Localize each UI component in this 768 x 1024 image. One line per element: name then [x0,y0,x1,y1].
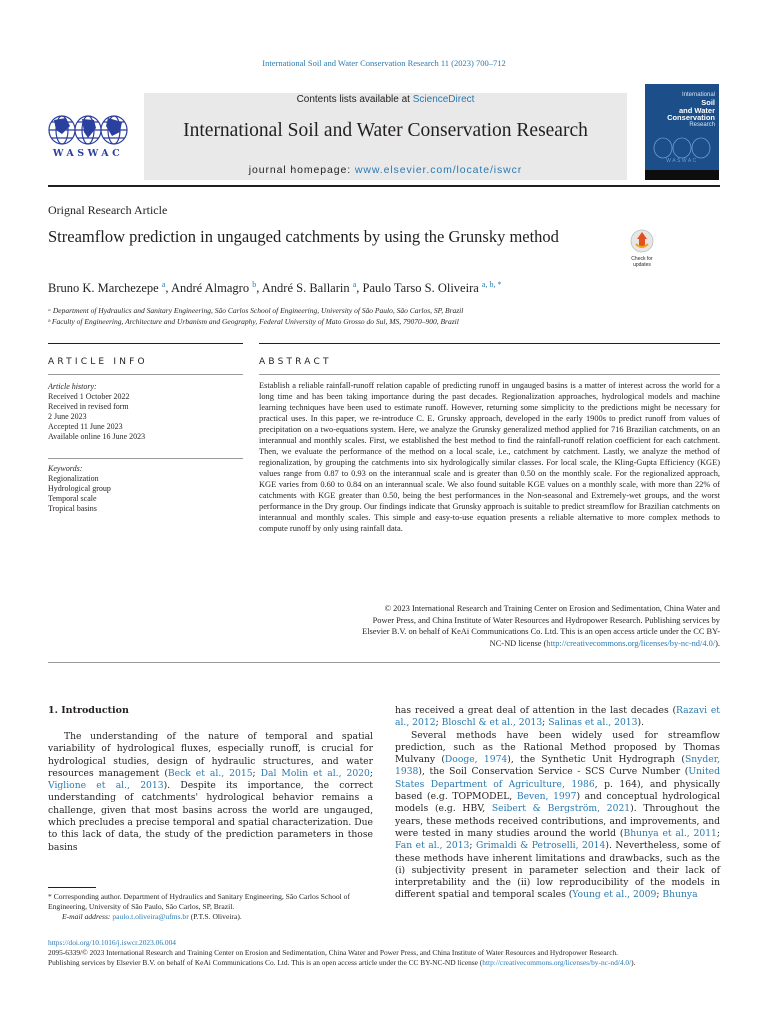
history-item: Received 1 October 2022 [48,392,130,401]
text-run: ; [369,767,373,779]
history-item: 2 June 2023 [48,412,87,421]
check-for-updates-button[interactable] [622,229,662,269]
author-affiliation-marker[interactable]: a [161,280,166,289]
cover-line2a: Soil [701,98,715,107]
journal-homepage [144,164,627,176]
text-run: has received a great deal of attention in the last decades ( [395,705,677,716]
text-run: ). Nevertheless, some of these methods have inherent limitations and drawbacks, such as the (i) subjectivity present in parameter selection and their lack of interpretability and the (ii) low reproducibility of the models in different spatial and temporal scales ( [395,840,720,901]
history-item: Received in revised form [48,402,129,411]
journal-citation[interactable]: International Soil and Water Conservation Research 11 (2023) 700–712 [262,58,506,68]
text-run: ). Despite its importance, the correct understanding of catchments' hydrological behavior remains a challenge, given that most basins across the world are ungauged, which precludes a precise temporal and spatial characterization. Due to this lack of data, the study of the prediction parameters in those basins [48,780,373,853]
history-label: Article history: [48,382,97,391]
header-rule [48,185,720,187]
cover-line2c: Conservation [667,113,715,122]
footnote-email-line [48,912,373,922]
intro-paragraph [395,730,720,902]
doi-link[interactable]: https://doi.org/10.1016/j.iswcr.2023.06.004 [48,938,176,947]
license-prefix: NC-ND license ( [489,638,547,648]
cover-line1: International [681,92,715,98]
author-affiliation-marker[interactable]: a, b, * [481,280,502,289]
copyright-line: Elsevier B.V. on behalf of KeAi Communications Co. Ltd. This is an open access article under the CC BY- [362,627,720,636]
keywords-label: Keywords: [48,464,83,473]
author-list: Bruno K. Marchezepe $^a$, André Almagro $^b$, André S. Ballarin $^a$, Paulo Tarso S. Oliveira $^{a, b, *}$ [48,280,502,296]
text-run: ; [542,717,549,729]
abstract-rule [259,343,720,344]
author-affiliation-marker[interactable]: b [252,280,257,289]
email-link[interactable]: paulo.t.oliveira@ufms.br [112,912,189,922]
journal-cover[interactable] [645,84,719,180]
intro-left-column [48,731,373,854]
section-heading-introduction: 1. Introduction [48,705,129,716]
issn-line: 2095-6339/© 2023 International Research and Training Center on Erosion and Sedimentation, China Water and Power Press, and China Institute of Water Resources and Hydropower Research. [48,948,619,957]
article-info-heading: ARTICLE INFO [48,357,148,367]
intro-right-column [395,705,720,902]
copyright-line [259,638,720,650]
corresponding-author-footnote [48,892,373,923]
citation-link[interactable]: Viglione et al., 2013 [48,780,164,792]
check-updates-icon [630,229,654,253]
copyright-line: © 2023 International Research and Training Center on Erosion and Sedimentation, China Water and [384,604,720,613]
contents-line [144,94,627,105]
text-run: ), the Soil Conservation Service - SCS Curve Number ( [418,766,689,778]
license-suffix: ). [715,638,720,648]
intro-paragraph [48,731,373,854]
text-run: Several methods have been widely used for streamflow prediction, such as the Rational Method proposed by Thomas Mulvany ( [395,729,720,766]
author-name[interactable]: André S. Ballarin [261,281,350,296]
history-item: Accepted 11 June 2023 [48,422,123,431]
email-label: E-mail address: [62,912,111,922]
citation-link[interactable]: Dal Molin et al., 2020 [260,767,370,779]
keyword: Temporal scale [48,494,97,503]
cover-band-text: WASWAC [666,158,698,164]
citation-link[interactable]: Beven, 1997 [516,791,577,803]
email-suffix: (P.T.S. Oliveira). [188,912,242,922]
license-line [48,958,720,968]
text-run: ). Throughout the years, these methods received contributions, and improvements, and were tested in many studies around the world ( [395,803,720,839]
text-run: ), the Synthetic Unit Hydrograph ( [507,754,685,766]
author-name[interactable]: Bruno K. Marchezepe [48,281,159,296]
text-run: ; [656,889,663,901]
keywords-block [48,464,243,514]
cover-line2b: and Water [679,105,715,115]
abstract-text: Establish a reliable rainfall-runoff relation capable of predicting runoff in ungauged basins is a matter of interest across the world for a long time and has been taking importance during the past decades. Regionalization approaches, hydrological models and machine learning techniques have been used to estimate runoff. However, returning some simplicity to the predictions might be necessary for practical uses. In this paper, we re-introduce C. E. Grunsky approach, developed in the early 1900s to predict runoff from values of precipitation on a two-equations system. Here, we analyze the Grunsky generalized method applied for 716 Brazilian catchments, on an interannual and monthly scales. First, we established the best method to find the rainfall-runoff relation coefficient for each catchment. Then, we evaluate the performance of the method on a local scale, i.e., catchment by catchment. Lastly, we analyze the method of regionalization, by grouping the catchments into six hydrologically similar classes. For local scale, the Kling-Gupta Efficiency (KGE) values range from 0.87 to 0.93 on the interannual scale and is greater than 0.50 on the monthly scale. For the regionalized approach, KGE varies from 0.60 to 0.84 on an interannual scale. We also found suitable KGE values on a monthly scale, with more than 22% of catchments with KGE greater than 0.50, being the best performances in the Non-seasonal and Extremely-wet groups, and the worst performance in the Dry group. Our findings indicate that Grunsky approach is suitable to predict streamflow for Brazilian catchments on interannual and monthly scales. This simple and easy-to-use equation presents a reliable alternative to more complex methods to compute runoff by only using rainfall data. [259,381,720,533]
contents-prefix: Contents lists available at [296,94,413,105]
check-updates-label: Check for updates [631,256,653,268]
citation-link[interactable]: Young et al., 2009 [572,889,657,901]
author-name[interactable]: André Almagro [170,281,250,296]
keyword: Regionalization [48,474,99,483]
cover-band [645,170,719,180]
citation-link[interactable]: Fan et al., 2013 [395,840,470,852]
citation-link[interactable]: Snyder, 1938 [395,754,720,778]
cover-title [649,99,715,129]
homepage-prefix: journal homepage: [248,164,355,176]
abstract-subrule [259,374,720,375]
footnote-rule [48,887,96,888]
keyword: Hydrological group [48,484,111,493]
license-text: Publishing services by Elsevier B.V. on behalf of KeAi Communications Co. Ltd. This is an open access article under the CC BY-NC-ND license ( [48,958,483,967]
citation-link[interactable]: Bhunya [662,889,698,901]
cover-line3: Research [689,121,715,128]
homepage-link[interactable]: www.elsevier.com/locate/iswcr [354,164,523,176]
license-end: ). [631,958,636,967]
author-name[interactable]: Paulo Tarso S. Oliveira [362,281,479,296]
waswac-logo[interactable] [44,110,132,166]
text-run: ). [637,717,645,729]
affiliation-b: ᵇ Faculty of Engineering, Architecture and Urbanism and Geography, Federal University of Mato Grosso do Sul, MS, 79070–900, Brazil [48,317,459,326]
abstract-heading: ABSTRACT [259,357,332,367]
publication-footer [48,938,720,968]
article-info-subrule [48,374,243,375]
citation-link[interactable]: Bhunya et al., 2011 [623,827,717,839]
article-type: Orignal Research Article [48,203,168,217]
keyword: Tropical basins [48,504,97,513]
citation-link[interactable]: Salinas et al., 2013 [548,717,638,729]
sciencedirect-link[interactable]: ScienceDirect [412,94,475,105]
citation-link[interactable]: United States Department of Agriculture, 1986 [395,766,720,790]
text-run: ; [469,840,476,852]
text-run: The understanding of the nature of temporal and spatial variability of hydrological fluxes, especially runoff, is crucial for hydrological studies, design of hydraulic structures, and water resources management ( [48,731,373,779]
citation-link[interactable]: Dooge, 1974 [444,754,508,766]
history-item: Available online 16 June 2023 [48,432,146,441]
citation-link[interactable]: Grimaldi & Petroselli, 2014 [476,840,606,852]
citation-link[interactable]: Seibert & Bergström, 2021 [491,803,631,815]
citation-link[interactable]: Bloschl & et al., 2013 [441,717,543,729]
text-run: ; [435,717,442,729]
intro-paragraph [395,705,720,730]
logo-text: WASWAC [52,148,124,159]
journal-title: International Soil and Water Conservation Research [183,120,588,141]
abstract-bottom-rule [48,662,720,663]
article-history [48,382,243,442]
keywords-rule [48,458,243,459]
article-title: Streamflow prediction in ungauged catchments by using the Grunsky method [48,227,559,246]
abstract-copyright [259,603,720,649]
article-info-rule [48,343,243,344]
copyright-line: Power Press, and China Institute of Water Resources and Hydropower Research. Publishing services by [372,615,720,625]
text-run: ) and conceptual hydrological models (e.g. HBV, [395,791,720,815]
text-run: ; [716,827,720,839]
text-run: ; [252,767,261,779]
footnote-text: * Corresponding author. Department of Hydraulics and Sanitary Engineering, São Carlos School of Engineering, University of São Paulo, São Carlos, SP, Brazil. [48,892,350,912]
text-run: , p. 164), and physically based (e.g. TOPMODEL, [395,778,720,803]
citation-link[interactable]: Beck et al., 2015 [167,767,253,779]
license-link[interactable]: http://creativecommons.org/licenses/by-nc-nd/4.0/ [546,638,716,648]
footer-license-link[interactable]: http://creativecommons.org/licenses/by-nc-nd/4.0/ [482,958,632,967]
author-affiliation-marker[interactable]: a [352,280,357,289]
citation-link[interactable]: Razavi et al., 2012 [395,705,720,729]
affiliation-a: ᵃ Department of Hydraulics and Sanitary Engineering, São Carlos School of Engineering, University of São Paulo, São Carlos, SP, Brazil [48,306,464,315]
